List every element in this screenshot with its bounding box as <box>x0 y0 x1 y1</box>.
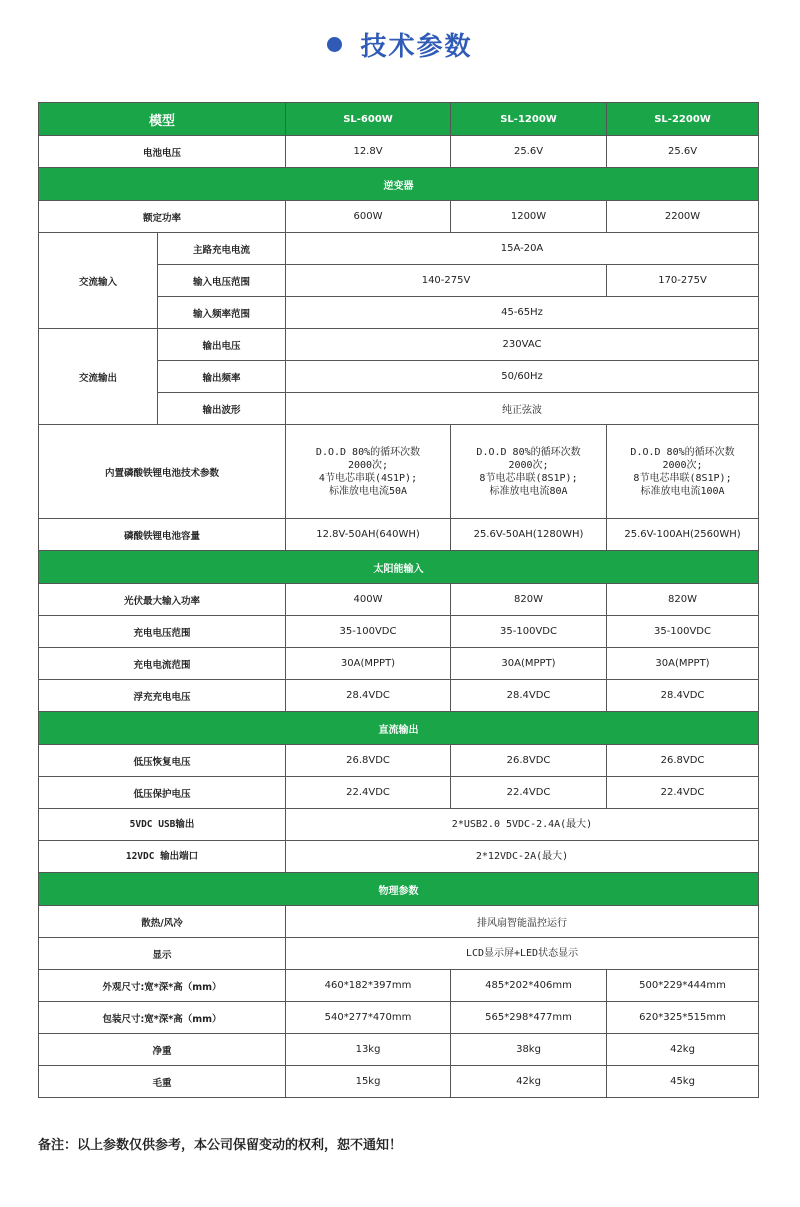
section-title: 物理参数 <box>39 873 759 906</box>
group-label: 交流输入 <box>39 233 158 329</box>
cell: 42kg <box>451 1066 607 1098</box>
table-row <box>39 809 759 841</box>
cell: 28.4VDC <box>607 680 759 712</box>
section-row <box>39 712 759 745</box>
table-row <box>39 1066 759 1098</box>
cell: 15A-20A <box>286 233 759 265</box>
row-label: 输入频率范围 <box>158 297 286 329</box>
table-row <box>39 616 759 648</box>
table-row <box>39 136 759 168</box>
cell: 26.8VDC <box>607 745 759 777</box>
row-label: 光伏最大输入功率 <box>39 584 286 616</box>
cell: 540*277*470mm <box>286 1002 451 1034</box>
cell: 620*325*515mm <box>607 1002 759 1034</box>
page-title <box>0 26 800 63</box>
cell: 38kg <box>451 1034 607 1066</box>
text-line: 2000次; <box>508 459 549 471</box>
battery-tech-cell-2 <box>451 425 607 519</box>
battery-tech-cell-1 <box>286 425 451 519</box>
text-line: 标准放电电流80A <box>489 485 568 497</box>
cell: 2*USB2.0 5VDC-2.4A(最大) <box>286 809 759 841</box>
cell: 26.8VDC <box>451 745 607 777</box>
cell: 500*229*444mm <box>607 970 759 1002</box>
row-label: 充电电流范围 <box>39 648 286 680</box>
header-model-3: SL-2200W <box>607 103 759 136</box>
header-model: 模型 <box>39 103 286 136</box>
text-line: D.O.D 80%的循环次数 <box>630 446 735 458</box>
row-label: 输入电压范围 <box>158 265 286 297</box>
cell: 565*298*477mm <box>451 1002 607 1034</box>
cell: 25.6V <box>451 136 607 168</box>
cell: 13kg <box>286 1034 451 1066</box>
cell: 400W <box>286 584 451 616</box>
section-title: 直流输出 <box>39 712 759 745</box>
table-row <box>39 425 759 519</box>
cell: 600W <box>286 201 451 233</box>
cell: 22.4VDC <box>607 777 759 809</box>
row-label: 5VDC USB输出 <box>39 809 286 841</box>
text-line: 标准放电电流50A <box>328 485 408 497</box>
header-model-1: SL-600W <box>286 103 451 136</box>
table-row <box>39 906 759 938</box>
text-line: 标准放电电流100A <box>640 485 725 497</box>
row-label: 输出波形 <box>158 393 286 425</box>
spec-table <box>38 102 759 1098</box>
text-line: 8节电芯串联(8S1P); <box>479 472 578 484</box>
cell: 460*182*397mm <box>286 970 451 1002</box>
bullet-dot-icon <box>327 37 342 52</box>
table-row <box>39 329 759 361</box>
table-row <box>39 648 759 680</box>
cell: 45-65Hz <box>286 297 759 329</box>
cell: LCD显示屏+LED状态显示 <box>286 938 759 970</box>
cell: 45kg <box>607 1066 759 1098</box>
section-title: 太阳能输入 <box>39 551 759 584</box>
group-label: 交流输出 <box>39 329 158 425</box>
row-label: 低压恢复电压 <box>39 745 286 777</box>
row-label: 净重 <box>39 1034 286 1066</box>
text-line: D.O.D 80%的循环次数 <box>476 446 581 458</box>
row-label: 电池电压 <box>39 136 286 168</box>
table-row <box>39 201 759 233</box>
cell: 820W <box>607 584 759 616</box>
cell: 2*12VDC-2A(最大) <box>286 841 759 873</box>
row-label: 毛重 <box>39 1066 286 1098</box>
table-row <box>39 233 759 265</box>
cell: 1200W <box>451 201 607 233</box>
table-row <box>39 777 759 809</box>
table-row <box>39 1002 759 1034</box>
cell: 25.6V <box>607 136 759 168</box>
cell: 2200W <box>607 201 759 233</box>
cell: 22.4VDC <box>451 777 607 809</box>
section-row <box>39 873 759 906</box>
cell: 30A(MPPT) <box>451 648 607 680</box>
page-title-text: 技术参数 <box>360 32 473 62</box>
footnote: 备注：以上参数仅供参考，本公司保留变动的权利，恕不通知！ <box>38 1138 403 1153</box>
row-label: 散热/风冷 <box>39 906 286 938</box>
cell: 35-100VDC <box>286 616 451 648</box>
row-label: 额定功率 <box>39 201 286 233</box>
cell: 25.6V-50AH(1280WH) <box>451 519 607 551</box>
cell: 排风扇智能温控运行 <box>286 906 759 938</box>
text-line: D.O.D 80%的循环次数 <box>315 446 421 458</box>
cell: 15kg <box>286 1066 451 1098</box>
row-label: 内置磷酸铁锂电池技术参数 <box>39 425 286 519</box>
table-row <box>39 745 759 777</box>
text-line: 8节电芯串联(8S1P); <box>633 472 732 484</box>
table-row <box>39 841 759 873</box>
text-line: 4节电芯串联(4S1P); <box>318 472 418 484</box>
row-label: 输出电压 <box>158 329 286 361</box>
cell: 140-275V <box>286 265 607 297</box>
row-label: 显示 <box>39 938 286 970</box>
table-row <box>39 680 759 712</box>
header-model-2: SL-1200W <box>451 103 607 136</box>
row-label: 浮充充电电压 <box>39 680 286 712</box>
row-label: 外观尺寸:宽*深*高（mm） <box>39 970 286 1002</box>
section-row <box>39 551 759 584</box>
table-row <box>39 1034 759 1066</box>
battery-tech-cell-3 <box>607 425 759 519</box>
row-label: 低压保护电压 <box>39 777 286 809</box>
cell: 12.8V <box>286 136 451 168</box>
cell: 30A(MPPT) <box>607 648 759 680</box>
cell: 28.4VDC <box>451 680 607 712</box>
table-row <box>39 938 759 970</box>
section-title: 逆变器 <box>39 168 759 201</box>
row-label: 充电电压范围 <box>39 616 286 648</box>
row-label: 包装尺寸:宽*深*高（mm） <box>39 1002 286 1034</box>
cell: 485*202*406mm <box>451 970 607 1002</box>
section-row <box>39 168 759 201</box>
cell: 230VAC <box>286 329 759 361</box>
cell: 30A(MPPT) <box>286 648 451 680</box>
row-label: 磷酸铁锂电池容量 <box>39 519 286 551</box>
cell: 50/60Hz <box>286 361 759 393</box>
cell: 25.6V-100AH(2560WH) <box>607 519 759 551</box>
row-label: 12VDC 输出端口 <box>39 841 286 873</box>
table-row <box>39 970 759 1002</box>
text-line: 2000次; <box>347 459 389 471</box>
cell: 170-275V <box>607 265 759 297</box>
cell: 28.4VDC <box>286 680 451 712</box>
table-row <box>39 584 759 616</box>
cell: 22.4VDC <box>286 777 451 809</box>
cell: 35-100VDC <box>451 616 607 648</box>
table-header-row <box>39 103 759 136</box>
cell: 12.8V-50AH(640WH) <box>286 519 451 551</box>
text-line: 2000次; <box>662 459 703 471</box>
row-label: 主路充电电流 <box>158 233 286 265</box>
row-label: 输出频率 <box>158 361 286 393</box>
cell: 42kg <box>607 1034 759 1066</box>
cell: 纯正弦波 <box>286 393 759 425</box>
cell: 35-100VDC <box>607 616 759 648</box>
table-row <box>39 519 759 551</box>
cell: 820W <box>451 584 607 616</box>
cell: 26.8VDC <box>286 745 451 777</box>
